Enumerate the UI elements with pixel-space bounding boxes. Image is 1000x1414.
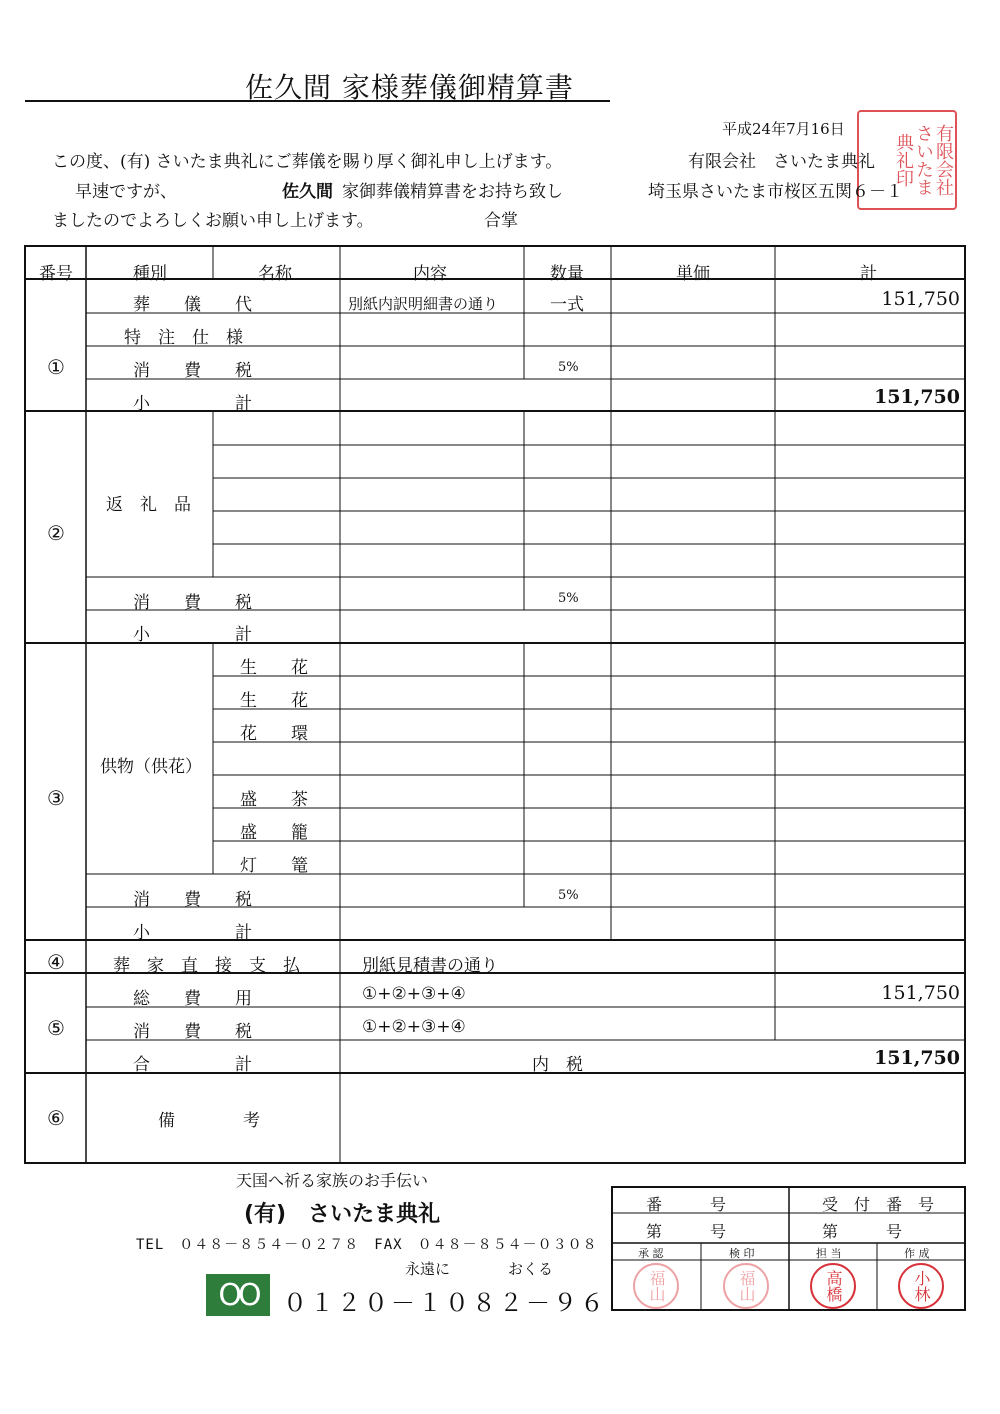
- footer-motto-a: 永遠に: [405, 1260, 451, 1278]
- sec1-funeral-fee-label: 葬 儀 代: [133, 295, 252, 315]
- sec3-item-1: 生 花: [240, 658, 308, 678]
- intro-gassho: 合掌: [484, 211, 518, 231]
- sec2-tax-label: 消 費 税: [133, 593, 252, 613]
- sec1-tax-label: 消 費 税: [133, 361, 252, 381]
- stamp-label-charge: 担 当: [816, 1247, 842, 1260]
- stamp-header-reception-number: 受 付 番 号: [822, 1195, 935, 1214]
- sec5-total-cost-formula: ①+②+③+④: [362, 984, 466, 1004]
- sec3-item-6: 盛 籠: [240, 823, 308, 843]
- sec1-subtotal-label: 小 計: [133, 394, 252, 414]
- sec1-funeral-fee-qty: 一式: [550, 295, 584, 315]
- sec5-tax-included: 内 税: [532, 1055, 583, 1075]
- sec3-item-7: 灯 篭: [240, 856, 308, 876]
- section-3-number: ③: [47, 786, 65, 810]
- company-seal: 有限会社さいたま典礼印: [857, 110, 957, 210]
- footer-motto-b: おくる: [508, 1260, 554, 1278]
- sec2-tax-rate: 5%: [558, 591, 579, 606]
- sec2-subtotal-label: 小 計: [133, 625, 252, 645]
- sec4-direct-payment-content: 別紙見積書の通り: [362, 956, 498, 976]
- sec5-total-cost-total: 151,750: [881, 982, 960, 1004]
- document-date: 平成24年7月16日: [722, 120, 845, 138]
- intro-line-1: この度、(有) さいたま典礼にご葬儀を賜り厚く御礼申し上げます。: [52, 152, 563, 172]
- stamp-approval-seal: 福山: [633, 1263, 679, 1309]
- sec1-tax-rate: 5%: [558, 360, 579, 375]
- stamp-row-reception-number: 第 号: [822, 1222, 903, 1241]
- sec3-item-3: 花 環: [240, 724, 308, 744]
- stamp-charge-seal: 高橋: [810, 1263, 856, 1309]
- footer-slogan: 天国へ祈る家族のお手伝い: [236, 1171, 429, 1190]
- section-5-number: ⑤: [47, 1016, 65, 1040]
- freedial-logo-icon: [206, 1274, 270, 1316]
- header-number: 番号: [39, 264, 73, 284]
- sec5-total-cost-label: 総 費 用: [133, 989, 252, 1009]
- stamp-label-approval: 承 認: [638, 1247, 664, 1260]
- sec4-direct-payment-label: 葬 家 直 接 支 払: [113, 956, 300, 976]
- sec6-remarks-label: 備 考: [158, 1111, 260, 1131]
- stamp-row-number: 第 号: [646, 1222, 727, 1241]
- intro-line-3: ましたのでよろしくお願い申し上げます。: [52, 211, 374, 231]
- intro-line-2a: 早速ですが、: [75, 182, 177, 202]
- stamp-header-number: 番 号: [646, 1195, 727, 1214]
- sec5-grand-total-label: 合 計: [133, 1055, 252, 1075]
- stamp-created-seal: 小林: [898, 1263, 944, 1309]
- header-name: 名称: [258, 264, 292, 284]
- header-quantity: 数量: [550, 264, 584, 284]
- company-address: 埼玉県さいたま市桜区五関６－１: [648, 182, 903, 202]
- company-name: 有限会社 さいたま典礼: [688, 152, 875, 172]
- sec1-funeral-fee-content: 別紙内訳明細書の通り: [348, 295, 499, 313]
- sec1-special-spec-label: 特 注 仕 様: [124, 328, 243, 348]
- header-unit-price: 単価: [676, 264, 710, 284]
- sec1-subtotal-total: 151,750: [874, 386, 960, 408]
- freedial-logo-text: OO: [218, 1277, 258, 1313]
- section-4-number: ④: [47, 950, 65, 974]
- sec5-tax-formula: ①+②+③+④: [362, 1017, 466, 1037]
- sec3-subtotal-label: 小 計: [133, 923, 252, 943]
- header-content: 内容: [413, 264, 447, 284]
- header-total: 計: [860, 264, 877, 284]
- document-title: 佐久間 家様葬儀御精算書: [245, 71, 574, 104]
- stamp-inspection-seal: 福山: [723, 1263, 769, 1309]
- intro-line-2c: 家御葬儀精算書をお持ち致し: [342, 182, 563, 202]
- sec3-offering-label: 供物（供花）: [100, 757, 202, 777]
- section-1-number: ①: [47, 355, 65, 379]
- stamp-label-inspection: 検 印: [729, 1247, 755, 1260]
- stamp-label-created: 作 成: [904, 1247, 930, 1260]
- footer-freedial-number: ０１２０－１０８２－９６: [283, 1289, 607, 1317]
- intro-family-name: 佐久間: [282, 182, 333, 202]
- sec3-item-2: 生 花: [240, 691, 308, 711]
- header-kind: 種別: [133, 264, 167, 284]
- section-2-number: ②: [47, 521, 65, 545]
- sec5-tax-label: 消 費 税: [133, 1022, 252, 1042]
- sec3-item-5: 盛 茶: [240, 790, 308, 810]
- sec1-funeral-fee-total: 151,750: [881, 288, 960, 310]
- section-6-number: ⑥: [47, 1106, 65, 1130]
- footer-company: (有) さいたま典礼: [244, 1202, 441, 1227]
- sec3-tax-rate: 5%: [558, 888, 579, 903]
- sec5-grand-total: 151,750: [874, 1047, 960, 1069]
- sec3-tax-label: 消 費 税: [133, 890, 252, 910]
- sec2-return-gift-label: 返 礼 品: [106, 495, 191, 515]
- footer-contact: TEL ０４８－８５４－０２７８ FAX ０４８－８５４－０３０８: [136, 1237, 598, 1253]
